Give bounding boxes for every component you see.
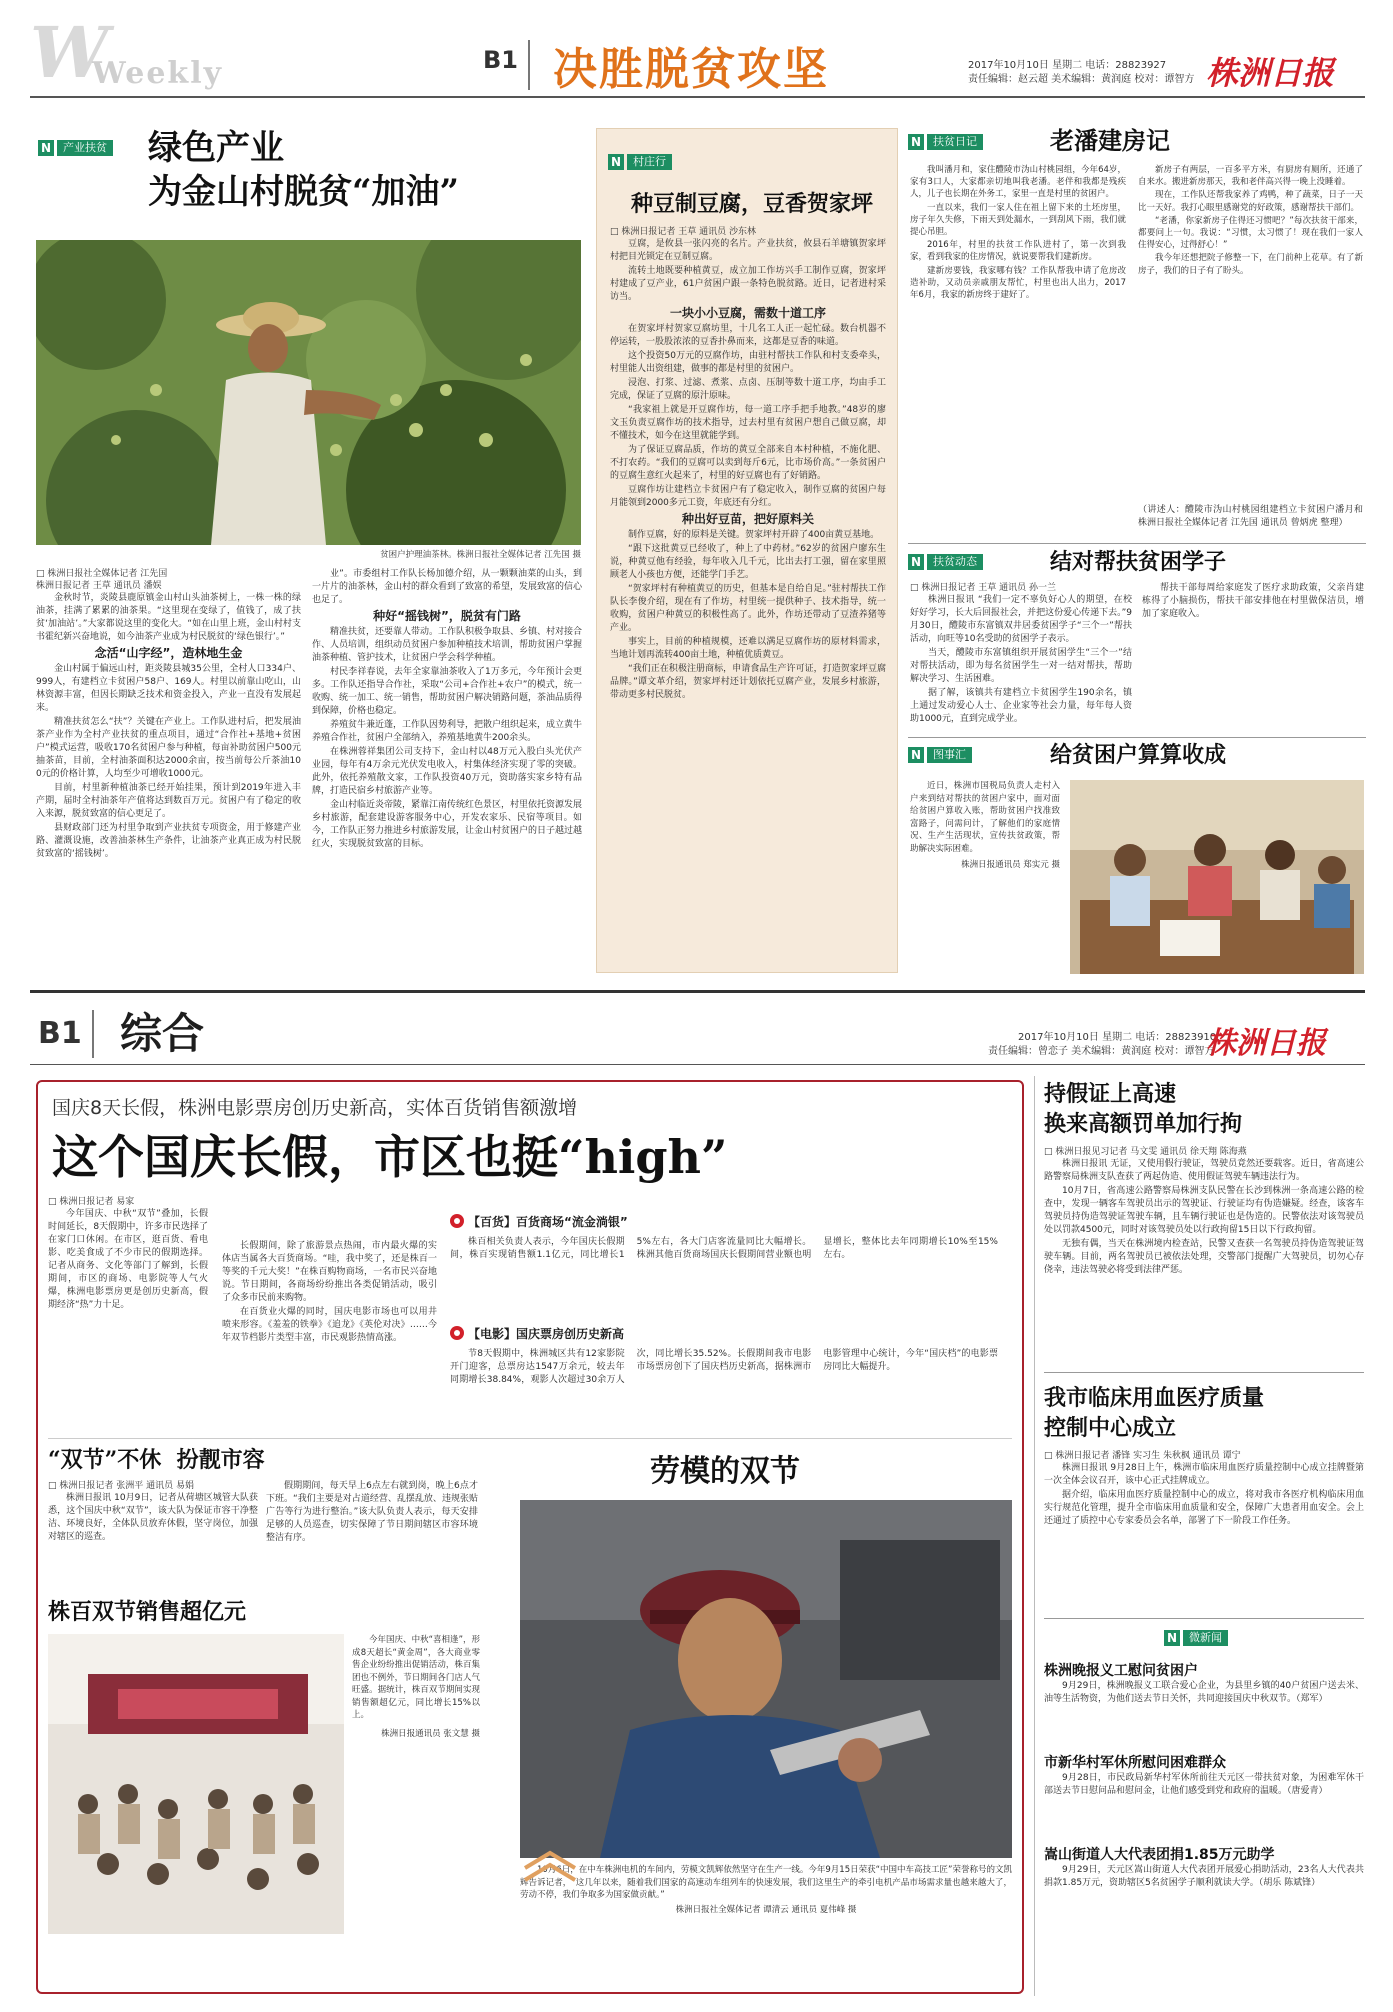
art1-subhead-1: 念活“山字经”，造林地生金	[94, 646, 243, 660]
micro3-title: 嵩山街道人大代表团捐1.85万元助学	[1044, 1847, 1275, 1863]
top-header	[0, 0, 1393, 100]
lead-dept-body: 株百相关负责人表示，今年国庆长假期间，株百实现销售额1.1亿元，同比增长15%左右，各大门店客流量同比大幅增长。株洲其他百货商场国庆长假期间营业额也明显增长，整体比去年同期增长10%至15%左右。	[450, 1237, 998, 1260]
tag-village: N 村庄行	[608, 152, 672, 172]
masthead-logo: 株洲日报	[1206, 54, 1335, 92]
lead-movie-body: 节8天假期中，株洲城区共有12家影院开门迎客，总票房达1547万余元，较去年同期增长38.84%，观影人次超过30余万人次，同比增长35.52%。长假期间我市电影市场票房创下了国庆档历史新高，据株洲市电影管理中心统计，今年“国庆档”的电影票房同比大幅提升。	[450, 1349, 998, 1385]
section-bullet-icon	[450, 1326, 464, 1340]
bottom-page-number: B1	[38, 1016, 82, 1051]
micro1-body: 9月29日，株洲晚报义工联合爱心企业，为县里乡镇的40户贫困户送去米、油等生活物资，为他们送去节日关怀，共同迎接国庆中秋双节。（郑军）	[1044, 1681, 1364, 1704]
art2-title: 种豆制豆腐，豆香贺家坪	[630, 191, 873, 217]
jiaoyu-col2: 假期期间，每天早上6点左右就到岗，晚上6点才下班。“我们主要是对占道经营、乱摆乱放、违规张贴广告等行为进行整治。”该大队负责人表示，每天安排足够的人员巡查，切实保障了节日期间辖区市容环境整洁有序。	[266, 1481, 478, 1543]
jiaoyu-col1: □ 株洲日报记者 张洲平 通讯员 易娟 株洲日报讯 10月9日，记者从荷塘区城管大队获悉，这个国庆中秋“双节”，该大队为保证市容干净整洁、环境良好，全体队员放弃休假，坚守岗位，加强对辖区的巡查。	[48, 1481, 258, 1542]
tag-industry: N 产业扶贫	[38, 138, 113, 158]
zhubai-title: 株百双节销售超亿元	[48, 1599, 247, 1625]
zhubai-body: 今年国庆、中秋“喜相逢”，形成8天超长“黄金周”，各大商业零售企业纷纷推出促销活动，株百集团也不例外，节日期间各门店人气旺盛。据统计，株百双节期间实现销售额超亿元，同比增长15%以上。 株洲日报通讯员 张文慧 摄	[352, 1635, 480, 1739]
right1-title-2: 换来高额罚单加行拘	[1044, 1111, 1243, 1137]
right2-title-2: 控制中心成立	[1044, 1415, 1177, 1441]
mid-rule	[30, 990, 1365, 993]
n-badge-icon: N	[608, 154, 624, 170]
zhubai-photo	[48, 1634, 344, 1934]
art5-photo	[1070, 780, 1364, 974]
page-number: B1	[483, 46, 518, 74]
section-title: 决胜脱贫攻坚	[553, 44, 829, 95]
art4-body-right: 帮扶干部每周给家庭发了医疗求助政策，父亲肖建栋得了小脑损伤，帮扶干部安排他在村里做保洁员，增加了家庭收入。	[1142, 583, 1364, 619]
meeting-illustration	[1070, 780, 1364, 974]
tea-tree-illustration	[36, 240, 581, 545]
laomo-photo	[520, 1500, 1012, 1858]
jiaoyu-title: “双节”不休 扮靓市容	[48, 1447, 265, 1473]
bottom-date-line: 2017年10月10日 星期二 电话：28823910	[1018, 1032, 1217, 1043]
editor-line: 责任编辑：赵云超 美术编辑：黄润庭 校对：谭智方	[968, 74, 1195, 85]
weekly-logo: W	[30, 11, 109, 94]
weekly-logo-text: Weekly	[92, 56, 224, 91]
page-number-divider	[528, 40, 530, 90]
bottom-masthead: 株洲日报	[1206, 1026, 1326, 1061]
right-column-rule	[1034, 1076, 1035, 1996]
n-badge-icon: N	[908, 554, 924, 570]
art1-subhead-2: 种好“摇钱树”，脱贫有门路	[373, 609, 521, 623]
bottom-header-rule	[30, 1064, 1365, 1065]
chevron-decoration-icon	[520, 1848, 580, 1888]
micro2-body: 9月28日，市民政局新华村军休所前往天元区一带扶贫对象，为困难军休干部送去节日慰问品和慰问金，让他们感受到党和政府的温暖。（唐爱青）	[1044, 1773, 1364, 1796]
tag-micro-news: N 微新闻	[1164, 1628, 1228, 1648]
worker-illustration	[520, 1500, 1012, 1858]
art1-photo	[36, 240, 581, 545]
laomo-caption: 10月6日，在中车株洲电机的车间内，劳模文凯辉依然坚守在生产一线。今年9月15日荣获“中国中车高技工匠”荣誉称号的文凯辉告诉记者，“这几年以来，随着我们国家的高速动车组列车的快速发展，我们这里生产的牵引电机产品市场需求量也越来越大了，劳动不停，我们争取多为国家做贡献。” 株洲日报社全媒体记者 谭清云 通讯员 夏伟峰 摄	[520, 1865, 1012, 1915]
art1-col1: □ 株洲日报社全媒体记者 江先国 株洲日报记者 王草 通讯员 潘娱 金秋时节，炎陵县鹿原镇金山村山头油茶树上，一株一株的绿油茶，挂满了累累的油茶果。“这里现在变绿了，值钱了，成了扶贫‘加油站’。”大家都说这里的变化大。“如在山里上班，金山村村支书霍纪新兴奋地说，如今油茶产业成为村民脱贫的‘绿色银行’。” 念活“山字经”，造林地生金 金山村属于偏远山村，距炎陵县城35公里，全村人口334户、999人，有建档立卡贫困户58户、169人。村里以前靠山吃山，山林资源丰富，但因长期缺乏技术和资金投入，产业一直没有发展起来。 精准扶贫怎么“扶”？关键在产业上。工作队进村后，把发展油茶产业作为全村产业扶贫的重点项目，通过“合作社+基地+贫困户”模式运营，吸收170名贫困户参与种植，每亩补助贫困户500元抽茶苗，目前，全村油茶面积达2000余亩，按当前每公斤茶油100元的价格计算，人均至少可增收1000元。 目前，村里新种植油茶已经开始挂果，预计到2019年进入丰产期，届时全村油茶年产值将达到数百万元。贫困户有了稳定的收入来源，脱贫致富的信心更足了。 县财政部门还为村里争取到产业扶贫专项资金，用于修建产业路、灌溉设施，改善油茶林生产条件，让油茶产业真正成为村民脱贫致富的‘摇钱树’。	[36, 569, 301, 859]
tag-diary: N 扶贫日记	[908, 132, 983, 152]
art3-body-right: 新房子有两层，一百多平方米，有厨房有厕所，还通了自来水。搬进新房那天，我和老伴高兴得一晚上没睡着。 现在，工作队还帮我家养了鸡鸭，种了蔬菜，日子一天比一天好。我打心眼里感谢党的好政策，感谢帮扶干部们。 “老潘，你家新房子住得还习惯吧？”每次扶贫干部来，都要问上一句。我说：“习惯，太习惯了！现在我们一家人住得安心，过得舒心！” 我今年还想把院子修整一下，在门前种上花草。有了新房子，我们的日子有了盼头。	[1138, 165, 1363, 276]
art1-title-2: 为金山村脱贫“加油”	[148, 172, 460, 212]
art3-rule	[908, 543, 1366, 544]
n-badge-icon: N	[38, 140, 54, 156]
header-rule	[30, 96, 1365, 98]
lead-section-dept: 【百货】百货商场“流金淌银”	[450, 1212, 628, 1230]
lead-kicker: 国庆8天长假，株洲电影票房创历史新高，实体百货销售额激增	[52, 1097, 578, 1119]
n-badge-icon: N	[908, 134, 924, 150]
art2-subhead-2: 种出好豆苗，把好原料关	[681, 512, 814, 526]
section-bullet-icon	[450, 1214, 464, 1228]
art5-title: 给贫困户算算收成	[1050, 742, 1227, 768]
art3-signature: （讲述人：醴陵市沩山村桃园组建档立卡贫困户潘月和 株洲日报社全媒体记者 江先国 通讯员 曾炳虎 整理）	[1138, 505, 1363, 528]
mall-illustration	[48, 1634, 344, 1934]
lead-col2: 长假期间，除了旅游景点热闹，市内最火爆的实体店当属各大百货商场。“哇，我中奖了，还是株百一等奖的千元大奖！”在株百购物商场，一名市民兴奋地说。节日期间，各商场纷纷推出各类促销活动，吸引了众多市民前来购物。 在百货业火爆的同时，国庆电影市场也可以用井喷来形容。《羞羞的铁拳》《追龙》《英伦对决》……今年双节档影片类型丰富，市民观影热情高涨。	[222, 1241, 437, 1343]
lead-inner-rule	[48, 1438, 1012, 1439]
date-line: 2017年10月10日 星期二 电话：28823927	[968, 60, 1167, 71]
right2-rule	[1044, 1618, 1364, 1619]
right1-rule	[1044, 1372, 1364, 1373]
art2-body: □ 株洲日报记者 王草 通讯员 沙东林 豆腐，是攸县一张闪亮的名片。产业扶贫，攸县石羊塘镇贺家坪村把目光锁定在豆制豆腐。 流转土地既要种植黄豆，成立加工作坊兴手工制作豆腐，贺家坪村建成了豆产业，61户贫困户跟一条特色脱贫路。近日，记者进村采访当。 一块小小豆腐，需数十道工序 在贺家坪村贺家豆腐坊里，十几名工人正一起忙碌。数台机器不停运转，一股股浓浓的豆香扑鼻而来，这都是豆香的味道。 这个投资50万元的豆腐作坊，由驻村帮扶工作队和村支委牵头，村里能人出资组建，做事的都是村里的贫困户。 浸泡、打浆、过滤、煮浆、点卤、压制等数十道工序，均由手工完成，保证了豆腐的原汁原味。 “我家祖上就是开豆腐作坊，每一道工序手把手地教。”48岁的廖文玉负责豆腐作坊的技术指导，过去村里有贫困户想自己做豆腐，却不懂技术，如今在这里就能学到。 为了保证豆腐品质，作坊的黄豆全部来自本村种植，不施化肥、不打农药。“我们的豆腐可以卖到每斤6元，比市场价高。”一条贫困户的豆腐生意红火起来了，村里的好豆腐也有了好销路。 豆腐作坊让建档立卡贫困户有了稳定收入，制作豆腐的贫困户每月能领到2000多元工资，年底还有分红。 种出好豆苗，把好原料关 制作豆腐，好的原料是关键。贺家坪村开辟了400亩黄豆基地。 “跟下这批黄豆已经收了，种上了中药材。”62岁的贫困户廖东生说，种黄豆他有经验，每年收入几千元，比出去打工强，留在家里照顾老人小孩也方便，还能学门手艺。 “贺家坪村有种植黄豆的历史，但基本是自给自足。”驻村帮扶工作队长李俊介绍，现在有了作坊，村里统一提供种子、技术指导，统一收购，贫困户种黄豆的积极性高了。此外，作坊还带动了豆渣养猪等产业。 事实上，目前的种植规模，还难以满足豆腐作坊的原材料需求，当地计划再流转400亩土地，种植优质黄豆。 “我们正在积极注册商标，申请食品生产许可证，打造贺家坪豆腐品牌。”谭文革介绍，贺家坪村还计划依托豆腐产业，发展乡村旅游，带动更多村民脱贫。	[610, 227, 886, 700]
bottom-editor-line: 责任编辑：曾恋子 美术编辑：黄润庭 校对：谭智方	[988, 1046, 1215, 1057]
art5-body: 近日，株洲市国税局负责人走村入户来到结对帮扶的贫困户家中，面对面给贫困户算收入账，帮助贫困户找准致富路子，问需问计，了解他们的家庭情况、生产生活现状，宣传扶贫政策，帮助解决实际困难。 株洲日报通讯员 郑实元 摄	[910, 781, 1060, 870]
art2-subhead-1: 一块小小豆腐，需数十道工序	[669, 306, 826, 320]
n-badge-icon: N	[1164, 1630, 1180, 1646]
art1-photo-caption: 贫困户护理油茶林。株洲日报社全媒体记者 江先国 摄	[380, 550, 581, 560]
bottom-section-title: 综合	[120, 1009, 205, 1058]
lead-section-movie: 【电影】国庆票房创历史新高	[450, 1324, 624, 1342]
art1-title-1: 绿色产业	[148, 128, 284, 168]
laomo-title: 劳模的双节	[650, 1454, 800, 1489]
micro3-body: 9月29日，天元区嵩山街道人大代表团开展爱心捐助活动，23名人大代表共捐款1.85万元，资助辖区5名贫困学子顺利就读大学。（胡乐 陈斌锋）	[1044, 1865, 1364, 1888]
art3-title: 老潘建房记	[1050, 126, 1170, 155]
micro2-title: 市新华村军休所慰问困难群众	[1044, 1755, 1226, 1771]
right1-title-1: 持假证上高速	[1044, 1081, 1177, 1107]
right2-title-1: 我市临床用血医疗质量	[1044, 1385, 1265, 1411]
art4-rule	[908, 737, 1366, 738]
n-badge-icon: N	[908, 747, 924, 763]
lead-col1: □ 株洲日报记者 易家 今年国庆、中秋“双节”叠加，长假时间延长，8天假期中，许多市民选择了在家门口休闲。在市区，逛百货、看电影、吃美食成了不少市民的假期选择。记者从商务、文化等部门了解到，长假期间，市区的商场、电影院等人气火爆，株洲电影票房更是创历史新高，假期经济“热”力十足。	[48, 1197, 208, 1310]
lead-title: 这个国庆长假，市区也挺“high”	[52, 1130, 728, 1184]
tag-photo-news: N 图事汇	[908, 745, 972, 765]
art1-col2: 业”。市委组村工作队长杨加德介绍，从一颗颗油菜的山头，到一片片的油茶林，金山村的群众看到了致富的希望，发展致富的信心也足了。 种好“摇钱树”，脱贫有门路 精准扶贫，还要靠人带动。工作队积极争取县、乡镇、村对接合作、人员培训，组织动员贫困户参加种植技术培训，帮助贫困户掌握油茶种植、管护技术，让贫困户学会科学种植。 村民李祥春说，去年全家靠油茶收入了1万多元，今年预计会更多。工作队还指导合作社，采取“公司+合作社+农户”的模式，统一收购、统一加工、统一销售，帮助贫困户解决销路问题，茶油品质得到保障，价格也稳定。 养殖贫牛兼近蓬，工作队因势利导，把散户组织起来，成立黄牛养殖合作社，贫困户全部纳入，养殖基地黄牛200余头。 在株洲蓉祥集团公司支持下，金山村以48万元入股白头光伏产业园，每年有4万余元光伏发电收入，村集体经济实现了零的突破。此外，依托养殖散文家，工作队投资40万元，资助落实家乡特有品牌，打造民宿乡村旅游产业等。 金山村临近炎帝陵，紧靠江南传统红色景区，村里依托资源发展乡村旅游，配套建设游客服务中心，开发农家乐、民宿等项目。如今，工作队正努力推进乡村旅游发展，让金山村贫困户的日子越过越红火，实现脱贫致富的目标。	[312, 569, 582, 849]
art4-title: 结对帮扶贫困学子	[1050, 549, 1227, 575]
right1-body: □ 株洲日报见习记者 马文雯 通讯员 徐天翔 陈海燕 株洲日报讯 无证，又使用假行驶证，驾驶员竟然还要载客。近日，省高速公路警察局株洲支队查获了两起伪造、使用假证驾驶车辆违法行为。 10月7日，省高速公路警察局株洲支队民警在长沙到株洲一条高速公路的检查中，发现一辆客车驾驶员出示的驾驶证、行驶证均有伪造嫌疑。经查，该客车驾驶员持伪造驾驶证驾驶车辆，且车辆行驶证也是伪造的。民警依法对该驾驶员处以罚款4500元，同时对该驾驶员处以行政拘留15日以下行政拘留。 无独有偶，当天在株洲境内检查站，民警又查获一名驾驶员持伪造驾驶证驾驶车辆。目前，两名驾驶员已被依法处理，交警部门提醒广大驾驶员，切勿心存侥幸，违法驾驶必将受到法律严惩。	[1044, 1147, 1364, 1275]
art3-body-left: 我叫潘月和，家住醴陵市沩山村桃园组，今年64岁，家有3口人，大家都亲切地叫我老潘。老伴和我都是残疾人，儿子也长期在外务工，家里一直是村里的贫困户。 一直以来，我们一家人住在祖上留下来的土坯房里，房子年久失修，下雨天到处漏水，一到刮风下雨，我们就提心吊胆。 2016年，村里的扶贫工作队进村了，第一次到我家，看到我家的住房情况，就说要帮我们建新房。 建新房要钱，我家哪有钱？工作队帮我申请了危房改造补助，又动员亲戚朋友帮忙，村里也出人出力，2017年6月，我家的新房终于建好了。	[910, 165, 1126, 301]
right2-body: □ 株洲日报记者 潘锋 实习生 朱秋枫 通讯员 谭宁 株洲日报讯 9月28日上午，株洲市临床用血医疗质量控制中心成立挂牌暨第一次全体会议召开，该中心正式挂牌成立。 据介绍，临床用血医疗质量控制中心的成立，将对我市各医疗机构临床用血实行规范化管理，提升全市临床用血质量和安全，保障广大患者用血安全。会上还通过了质控中心专家委员会名单，部署了下一阶段工作任务。	[1044, 1451, 1364, 1526]
micro1-title: 株洲晚报义工慰问贫困户	[1044, 1663, 1198, 1679]
art4-body-left: □ 株洲日报记者 王草 通讯员 孙一兰 株洲日报讯 “我们一定不辜负好心人的期望，在校好好学习，长大后回报社会，并把这份爱心传递下去。”9月30日，醴陵市东富镇双井居委贫困学子“三个一”帮扶活动，向旺等10名受助的贫困学子表示。 当天，醴陵市东富镇组织开展贫困学生“三个一”结对帮扶活动，即为每名贫困学生一对一结对帮扶，帮助解决学习、生活困难。 据了解，该镇共有建档立卡贫困学生190余名，镇上通过发动爱心人士、企业家等社会力量，每年每人资助1000元，直到完成学业。	[910, 583, 1132, 724]
tag-news: N 扶贫动态	[908, 552, 983, 572]
bottom-page-divider	[92, 1010, 94, 1058]
